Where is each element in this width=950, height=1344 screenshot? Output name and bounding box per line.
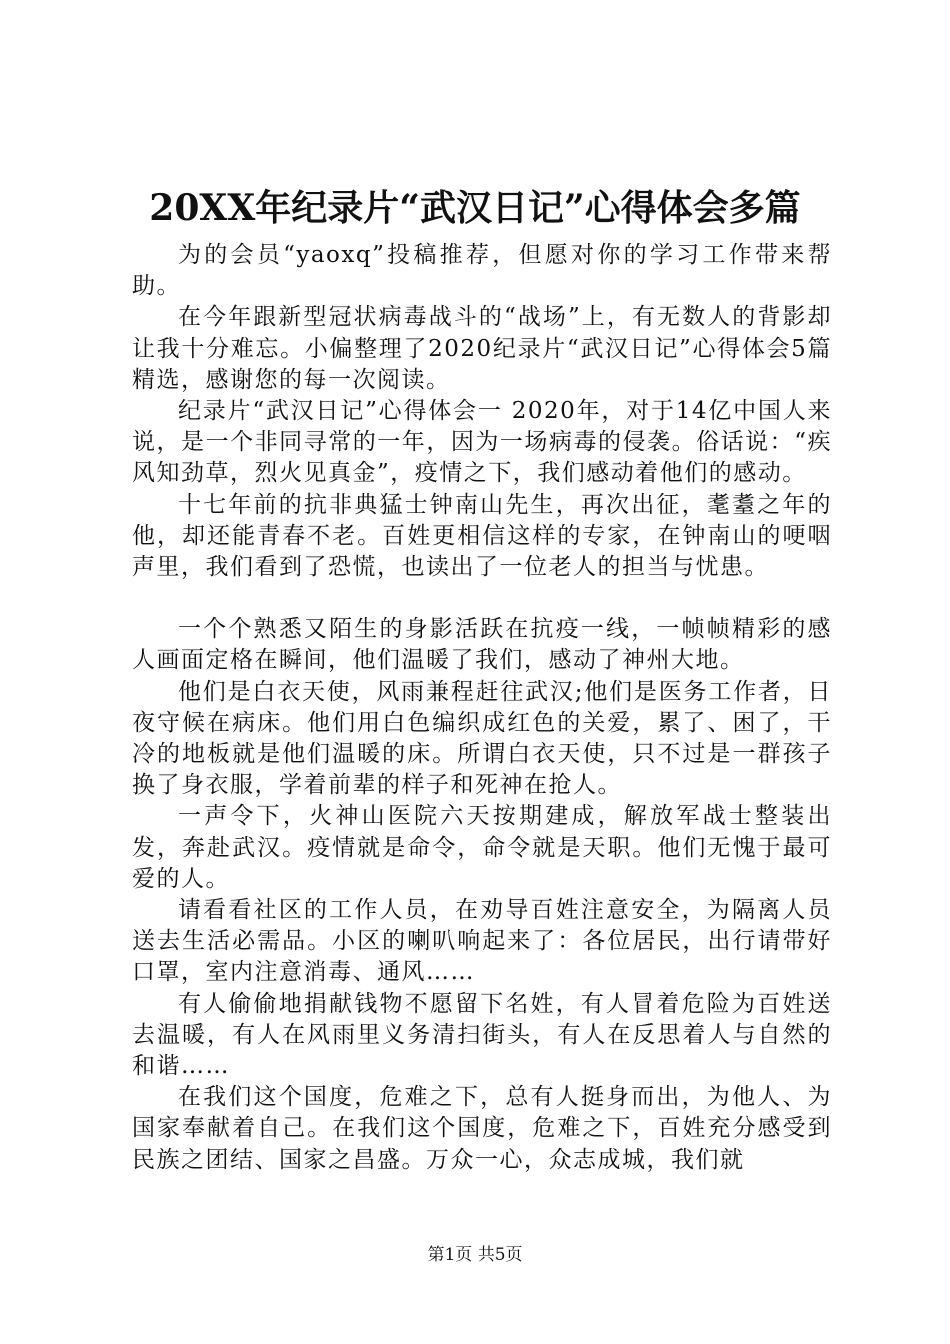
paragraph: 十七年前的抗非典猛士钟南山先生，再次出征，耄耋之年的他，却还能青春不老。百姓更相信这样的专家，在钟南山的哽咽声里，我们看到了恐慌，也读出了一位老人的担当与忧患。 [132,491,832,581]
paragraph: 一声令下，火神山医院六天按期建成，解放军战士整装出发，奔赴武汉。疫情就是命令，命令就是天职。他们无愧于最可爱的人。 [132,803,832,892]
paragraph: 在我们这个国度，危难之下，总有人挺身而出，为他人、为国家奉献着自己。在我们这个国度，危难之下，百姓充分感受到民族之团结、国家之昌盛。万众一心，众志成城，我们就 [132,1084,832,1173]
paragraph-intro: 为的会员“yaoxq”投稿推荐，但愿对你的学习工作带来帮助。 [132,242,832,300]
paragraph: 在今年跟新型冠状病毒战斗的“战场”上，有无数人的背影却让我十分难忘。小偏整理了2020纪录片“武汉日记”心得体会5篇精选，感谢您的每一次阅读。 [132,304,832,393]
document-body [132,240,832,1176]
paragraph: 他们是白衣天使，风雨兼程赶往武汉;他们是医务工作者，日夜守候在病床。他们用白色编织成红色的关爱，累了、困了，干冷的地板就是他们温暖的床。所谓白衣天使，只不过是一群孩子换了身衣服，学着前辈的样子和死神在抢人。 [132,678,832,799]
paragraph: 请看看社区的工作人员，在劝导百姓注意安全，为隔离人员送去生活必需品。小区的喇叭响起来了：各位居民，出行请带好口罩，室内注意消毒、通风…… [132,897,832,986]
paragraph: 纪录片“武汉日记”心得体会一 2020年，对于14亿中国人来说，是一个非同寻常的一年，因为一场病毒的侵袭。俗话说：“疾风知劲草，烈火见真金”，疫情之下，我们感动着他们的感动。 [132,398,832,487]
paragraph: 一个个熟悉又陌生的身影活跃在抗疫一线，一帧帧精彩的感人画面定格在瞬间，他们温暖了我们，感动了神州大地。 [132,616,832,674]
document-title: 20XX年纪录片“武汉日记”心得体会多篇 [149,187,801,229]
page-number-footer: 第1页 共5页 [427,1245,523,1265]
paragraph: 有人偷偷地捐献钱物不愿留下名姓，有人冒着危险为百姓送去温暖，有人在风雨里义务清扫街头，有人在反思着人与自然的和谐…… [132,990,832,1080]
